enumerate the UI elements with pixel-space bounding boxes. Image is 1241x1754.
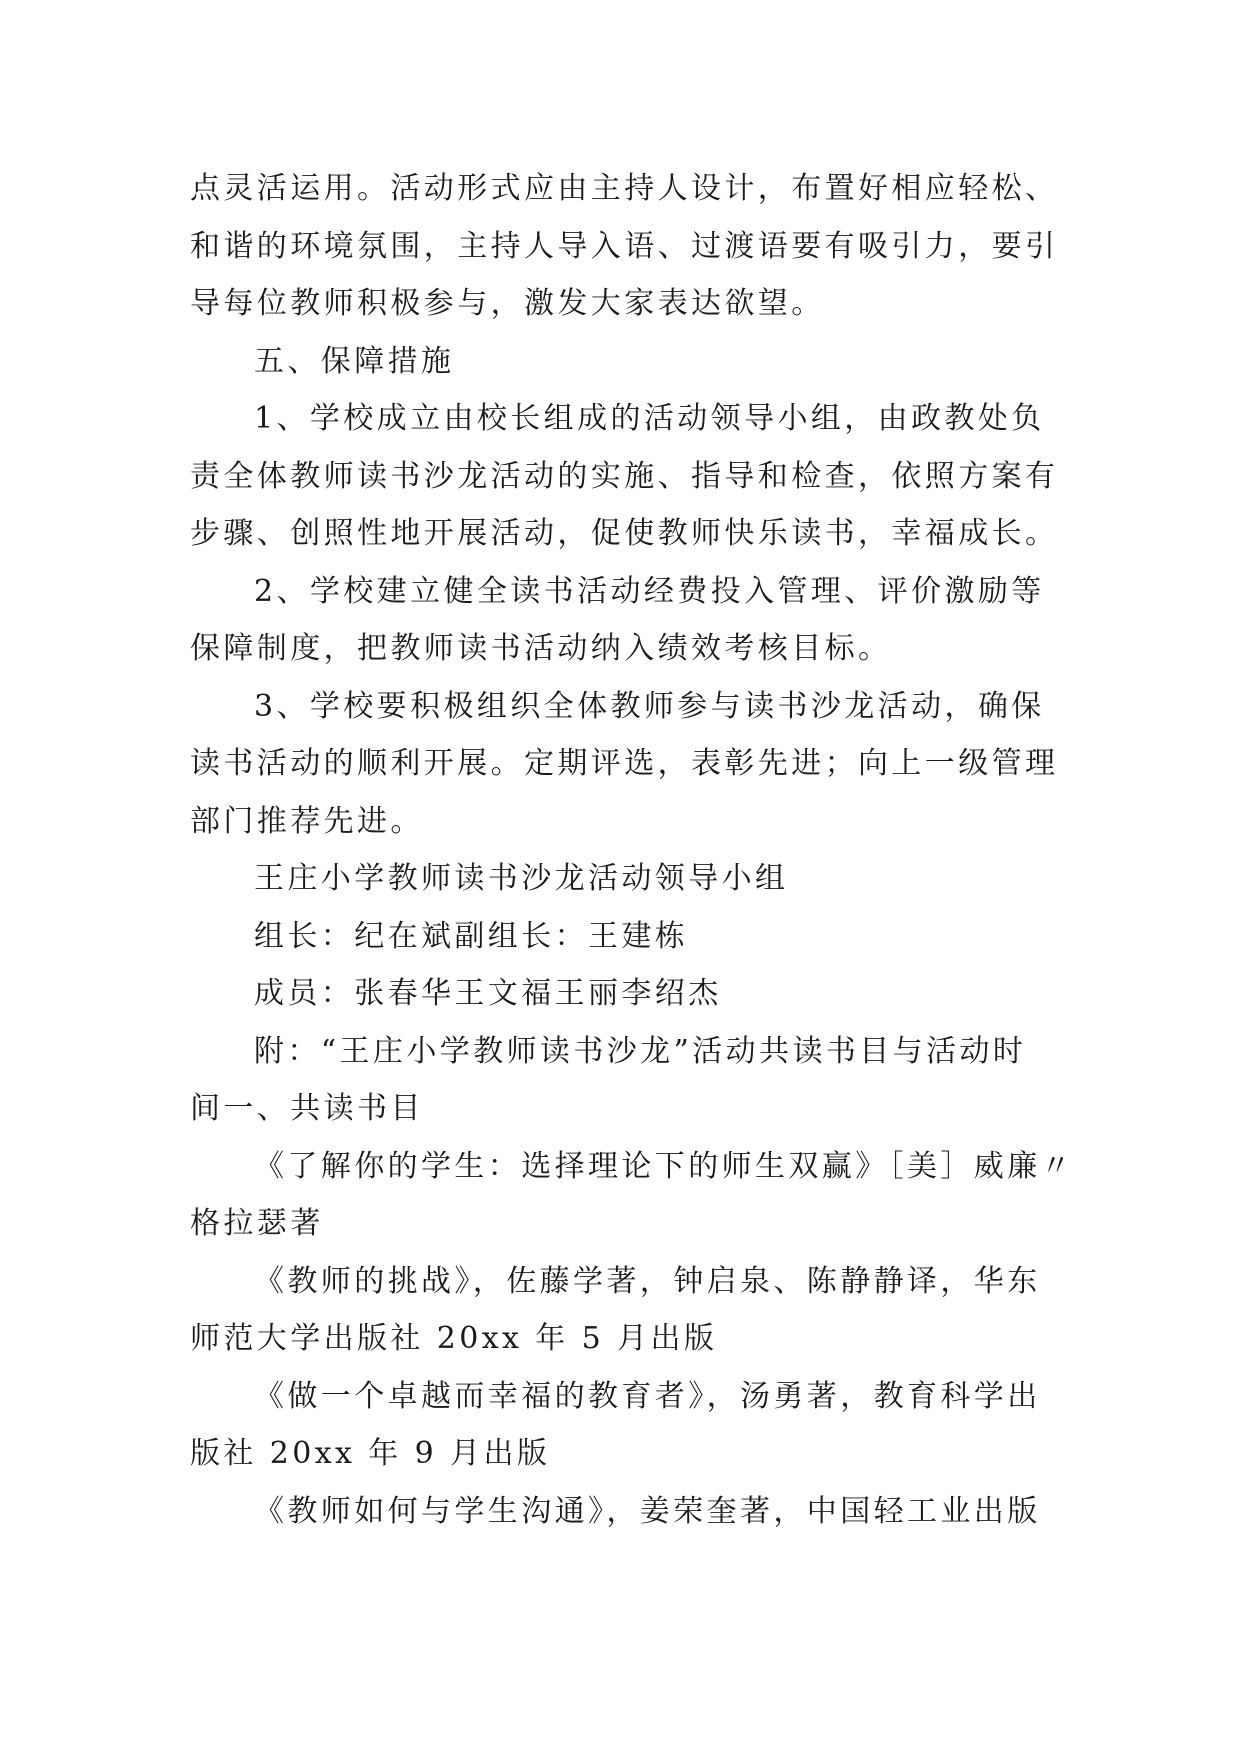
text-line: 成员：张春华王文福王丽李绍杰 <box>254 976 722 1011</box>
text-line: 点灵活运用。活动形式应由主持人设计，布置好相应轻松、 <box>190 171 1059 206</box>
text-line: 格拉瑟著 <box>190 1206 324 1241</box>
text-line: 导每位教师积极参与，激发大家表达欲望。 <box>190 286 825 321</box>
text-line: 《了解你的学生：选择理论下的师生双赢》［美］威廉〃 <box>254 1148 1074 1184</box>
text-line: 师范大学出版社 20xx 年 5 月出版 <box>190 1321 718 1356</box>
book-entry <box>190 1368 1070 1483</box>
book-entry <box>190 1138 1074 1253</box>
appendix-heading <box>190 1023 1070 1138</box>
text-line: 附：“王庄小学教师读书沙龙”活动共读书目与活动时 <box>254 1033 1027 1069</box>
text-line: 王庄小学教师读书沙龙活动领导小组 <box>254 861 789 896</box>
text-line: 保障制度，把教师读书活动纳入绩效考核目标。 <box>190 631 892 666</box>
book-entry <box>190 1253 1070 1368</box>
text-line: 2、学校建立健全读书活动经费投入管理、评价激励等 <box>254 573 1045 609</box>
text-line: 部门推荐先进。 <box>190 803 424 839</box>
text-line: 步骤、创照性地开展活动，促使教师快乐读书，幸福成长。 <box>190 516 1059 551</box>
text-line: 《教师如何与学生沟通》，姜荣奎著，中国轻工业出版 <box>254 1493 1041 1529</box>
paragraph-activity-format <box>190 160 1070 333</box>
group-leaders <box>190 908 1070 966</box>
group-members <box>190 965 1070 1023</box>
text-line: 版社 20xx 年 9 月出版 <box>190 1436 551 1471</box>
paragraph-item-1 <box>190 390 1070 563</box>
text-line: 《做一个卓越而幸福的教育者》，汤勇著，教育科学出 <box>254 1378 1041 1414</box>
text-line: 组长：纪在斌副组长：王建栋 <box>254 918 689 954</box>
group-title <box>190 850 1070 908</box>
paragraph-item-2 <box>190 563 1070 678</box>
text-line: 和谐的环境氛围，主持人导入语、过渡语要有吸引力，要引 <box>190 228 1059 264</box>
document-body <box>190 160 1074 1540</box>
section-heading-safeguards <box>190 333 1070 391</box>
text-line: 3、学校要积极组织全体教师参与读书沙龙活动，确保 <box>254 688 1045 724</box>
book-entry <box>190 1483 1070 1541</box>
paragraph-item-3 <box>190 678 1070 851</box>
text-line: 责全体教师读书沙龙活动的实施、指导和检查，依照方案有 <box>190 458 1059 494</box>
text-line: 五、保障措施 <box>254 343 455 379</box>
text-line: 间一、共读书目 <box>190 1091 424 1126</box>
text-line: 《教师的挑战》，佐藤学著，钟启泉、陈静静译，华东 <box>254 1263 1041 1299</box>
text-line: 读书活动的顺利开展。定期评选，表彰先进；向上一级管理 <box>190 746 1059 781</box>
text-line: 1、学校成立由校长组成的活动领导小组，由政教处负 <box>254 401 1045 436</box>
